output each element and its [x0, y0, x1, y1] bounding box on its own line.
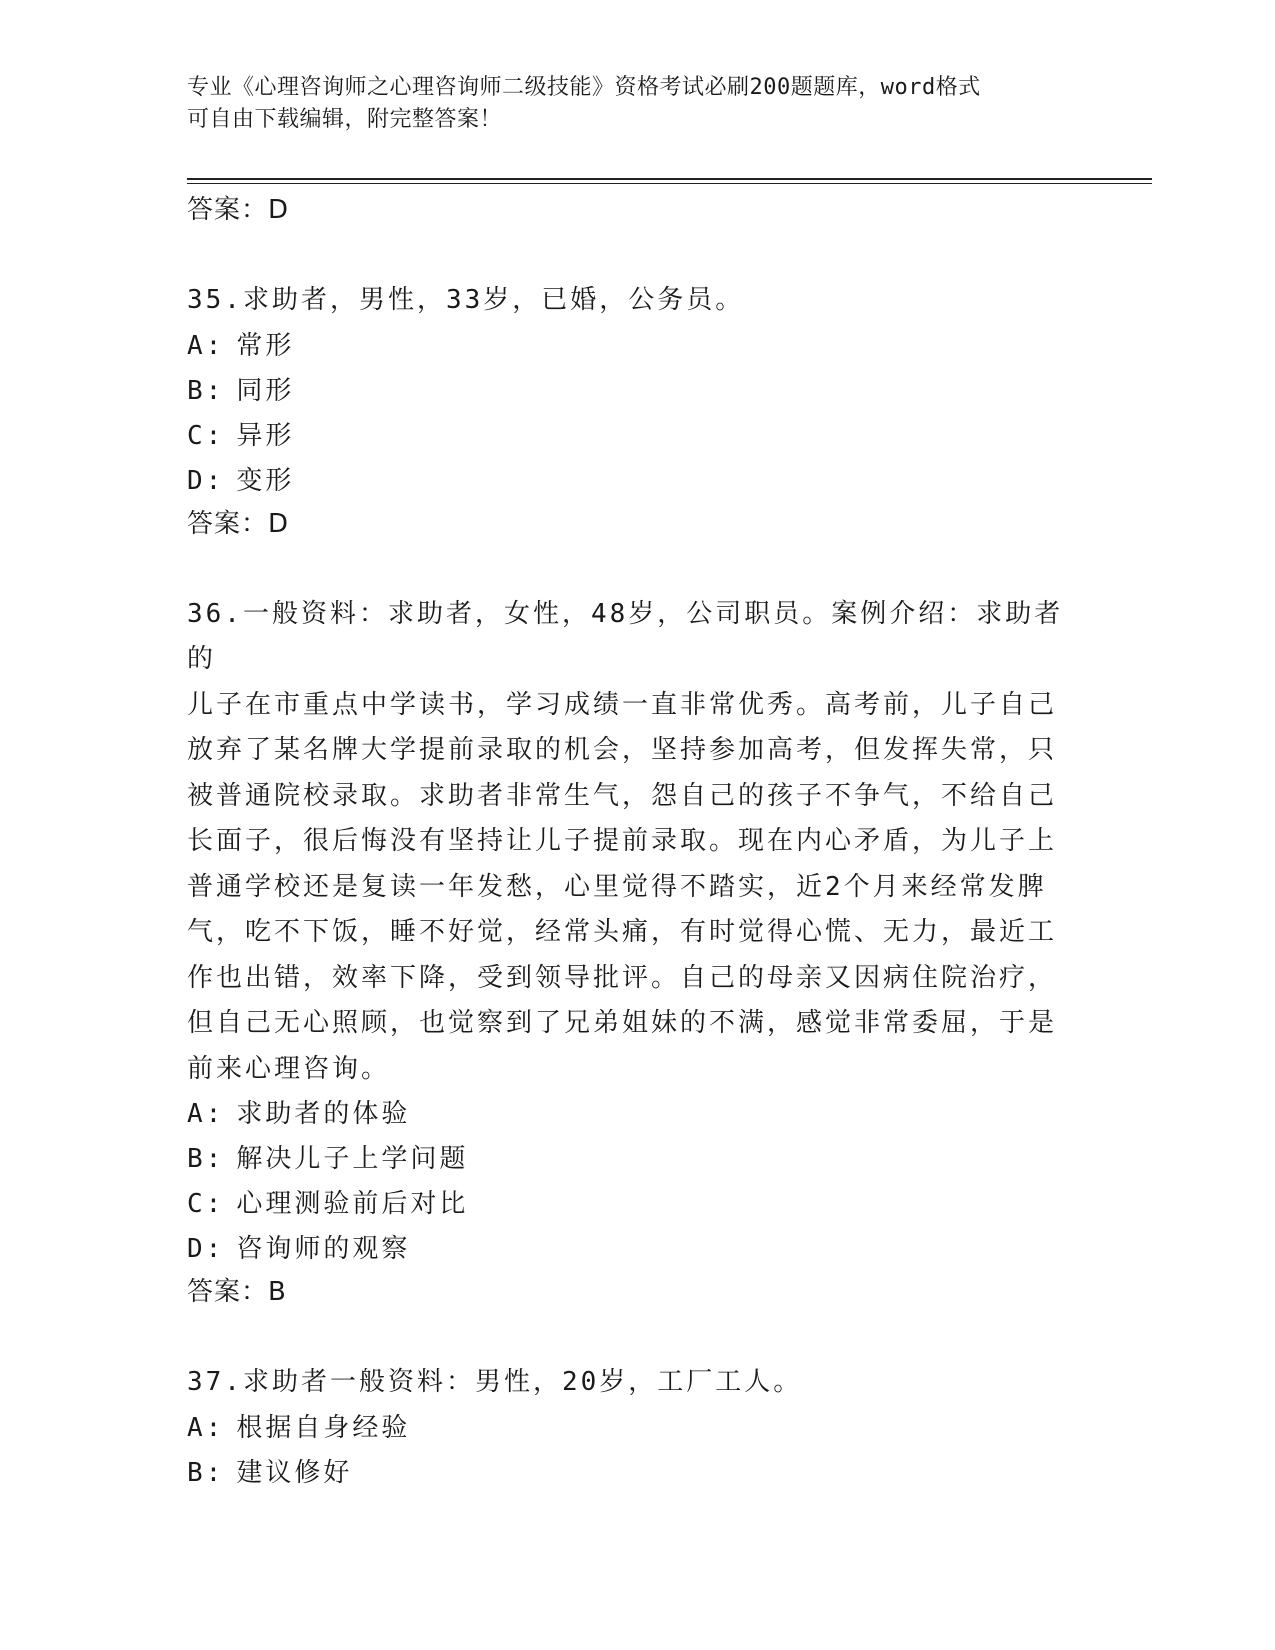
stem-line: 作也出错，效率下降，受到领导批评。自己的母亲又因病住院治疗，	[187, 962, 1058, 993]
stem-line: 37.求助者一般资料：男性，20岁，工厂工人。	[187, 1367, 803, 1397]
header-rule-thick	[187, 178, 1152, 180]
question-stem	[187, 278, 1087, 324]
answer-line: 答案：B	[187, 1277, 287, 1307]
option-a: A: 根据自身经验	[187, 1412, 411, 1443]
answer-line: 答案：D	[187, 195, 290, 225]
stem-line: 儿子在市重点中学读书，学习成绩一直非常优秀。高考前，儿子自己	[187, 689, 1058, 720]
header-rule-thin	[187, 183, 1152, 184]
stem-line: 35.求助者，男性，33岁，已婚，公务员。	[187, 285, 745, 315]
option-b: B: 同形	[187, 375, 295, 406]
option-b: B: 建议修好	[187, 1457, 353, 1488]
option-a: A: 求助者的体验	[187, 1099, 411, 1129]
option-d: D: 咨询师的观察	[187, 1234, 411, 1264]
document-header	[187, 72, 1087, 136]
question-36	[187, 592, 1087, 1313]
option-d: D: 变形	[187, 465, 295, 496]
question-35	[187, 278, 1087, 544]
question-stem	[187, 1360, 1087, 1406]
question-stem	[187, 592, 1087, 1093]
stem-line: 气，吃不下饭，睡不好觉，经常头痛，有时觉得心慌、无力，最近工	[187, 917, 1058, 947]
header-line-2: 可自由下载编辑，附完整答案！	[187, 107, 503, 132]
stem-line: 长面子，很后悔没有坚持让儿子提前录取。现在内心矛盾，为儿子上	[187, 826, 1058, 856]
document-body	[187, 190, 1087, 1496]
stem-line: 普通学校还是复读一年发愁，心里觉得不踏实，近2个月来经常发脾	[187, 871, 1047, 902]
header-line-1: 专业《心理咨询师之心理咨询师二级技能》资格考试必刷200题题库，word格式	[187, 75, 981, 100]
stem-line: 被普通院校录取。求助者非常生气，怨自己的孩子不争气，不给自己	[187, 780, 1058, 811]
option-a: A: 常形	[187, 330, 295, 361]
answer-line: 答案：D	[187, 508, 290, 539]
option-b: B: 解决儿子上学问题	[187, 1144, 469, 1174]
stem-line: 但自己无心照顾，也觉察到了兄弟姐妹的不满，感觉非常委屈，于是	[187, 1008, 1058, 1038]
stem-line: 36.一般资料：求助者，女性，48岁，公司职员。案例介绍：求助者的	[187, 598, 1064, 674]
question-37	[187, 1360, 1087, 1496]
option-c: C: 异形	[187, 420, 295, 451]
option-c: C: 心理测验前后对比	[187, 1189, 469, 1219]
stem-line: 放弃了某名牌大学提前录取的机会，坚持参加高考，但发挥失常，只	[187, 735, 1058, 765]
stem-line: 前来心理咨询。	[187, 1053, 391, 1084]
